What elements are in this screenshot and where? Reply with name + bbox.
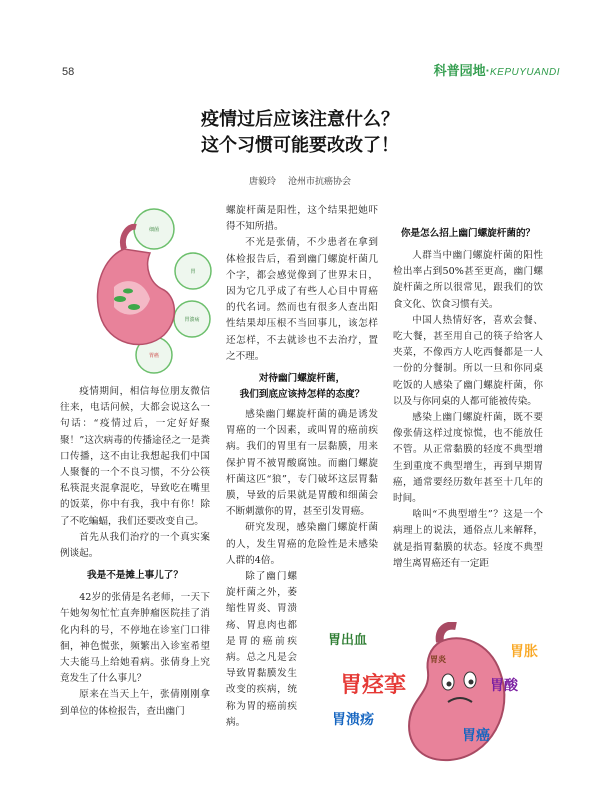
illus2-label-cancer: 胃癌 [462,728,490,744]
author-name: 唐毅玲 [248,177,276,187]
column-1 [60,384,210,720]
stomach-bacteria-illustration [84,207,212,375]
author-org: 沧州市抗癌协会 [288,177,352,187]
section-separator: · [485,63,490,78]
author-line [0,174,600,187]
paragraph: 研究发现，感染幽门螺旋杆菌的人，发生胃癌的危险性是未感染人群的4倍。 [226,522,378,566]
illus1-label-cancer: 胃癌 [148,353,160,359]
stomach-cartoon-illustration [310,622,545,767]
subheading: 我们到底应该持怎样的态度？ [239,389,365,401]
paragraph: 中国人热情好客，喜欢会餐、吃大餐，甚至用自己的筷子给客人夹菜，不像西方人吃西餐都是一人一份的分餐制。所以一旦和你同桌吃饭的人感染了幽门螺旋杆菌，你以及与你同桌的人都可能被传染。 [393,314,543,407]
section-title: 科普园地 [433,63,486,78]
article-title-line2: 这个习惯可能要改改了！ [201,135,399,156]
illus2-label-bloating: 胃胀 [510,644,538,660]
paragraph: 除了幽门螺旋杆菌之外，萎缩性胃炎、胃溃疡、胃息肉也都是胃的癌前疾病。总之凡是会导致胃黏膜发生改变的疾病，统称为胃的癌前疾病。 [226,571,297,728]
paragraph: 人群当中幽门螺旋杆菌的阳性检出率占到50%甚至更高，幽门螺旋杆菌之所以很常见，跟我们的饮食文化、饮食习惯有关。 [393,250,543,310]
paragraph: 感染幽门螺旋杆菌的确是诱发胃癌的一个因素，或叫胃的癌前疾病。我们的胃里有一层黏膜，用来保护胃不被胃酸腐蚀。而幽门螺旋杆菌这匹“狼”，专门破坏这层胃黏膜，导致的后果就是胃酸和细菌会不断刺激你的胃，甚至引发胃癌。 [226,409,378,518]
illus2-label-spasm: 胃痉挛 [340,673,407,698]
paragraph: 感染上幽门螺旋杆菌，既不要像张倩这样过度惊慌，也不能放任不管。从正常黏膜的轻度不典型增生到重度不典型增生，再到早期胃癌，通常要经历数年甚至十几年的时间。 [393,412,543,505]
subheading: 我是不是摊上事儿了？ [87,570,183,582]
illus2-label-ulcer: 胃溃疡 [332,712,374,728]
section-title-en: KEPUYUANDI [489,67,560,78]
article-title-line1: 疫情过后应该注意什么？ [201,109,399,130]
illus2-label-gastritis: 胃炎 [430,655,446,664]
subheading: 你是怎么招上幽门螺旋杆菌的？ [400,228,536,239]
paragraph: 啥叫“不典型增生”？这是一个病理上的说法，通俗点儿来解释，就是指胃黏膜的状态。轻度不典型增生离胃癌还有一定距 [393,509,543,569]
paragraph: 首先从我们治疗的一个真实案例谈起。 [60,531,210,560]
paragraph: 疫情期间，相信每位朋友微信往来，电话问候，大都会说这么一句话：“疫情过后，一定好好聚聚！”这次病毒的传播途径之一是粪口传播，这不由让我想起我们中国人聚餐的一个不良习惯，不分公筷私筷混夹混拿混吃，导致吃在嘴里的饭菜，你中有我，我中有你！除了不吃蝙蝠，我们还要改变自己。 [60,386,210,527]
paragraph: 原来在当天上午，张倩刚刚拿到单位的体检报告，查出幽门 [60,689,210,717]
section-header [434,60,560,79]
column-3 [393,226,543,572]
page-number: 58 [62,66,75,78]
subheading: 对待幽门螺旋杆菌， [258,373,346,385]
paragraph: 不光是张倩，不少患者在拿到体检报告后，看到幽门螺旋杆菌几个字，都会感觉像到了世界末日，因为它几乎成了有些人心目中胃癌的代名词。然而也有很多人查出阳性结果却压根不当回事儿，该怎样还怎样，不去就诊也不去治疗，置之不理。 [226,237,378,362]
paragraph: 42岁的张倩是名老师，一天下午她匆匆忙忙直奔肿瘤医院挂了消化内科的号，不停地在诊室门口徘徊，神色慌张，频繁出入诊室希望大夫能马上给她看病。张倩身上究竟发生了什么事儿？ [60,592,210,685]
paragraph: 螺旋杆菌是阳性，这个结果把她吓得不知所措。 [226,205,378,233]
illus1-label-ulcer: 胃溃疡 [184,317,200,323]
illus2-label-acid: 胃酸 [490,678,518,694]
illus1-label-stomach: 胃 [190,269,196,275]
illus1-label-bacteria: 细菌 [148,227,160,233]
illus2-label-bleeding: 胃出血 [328,633,368,648]
